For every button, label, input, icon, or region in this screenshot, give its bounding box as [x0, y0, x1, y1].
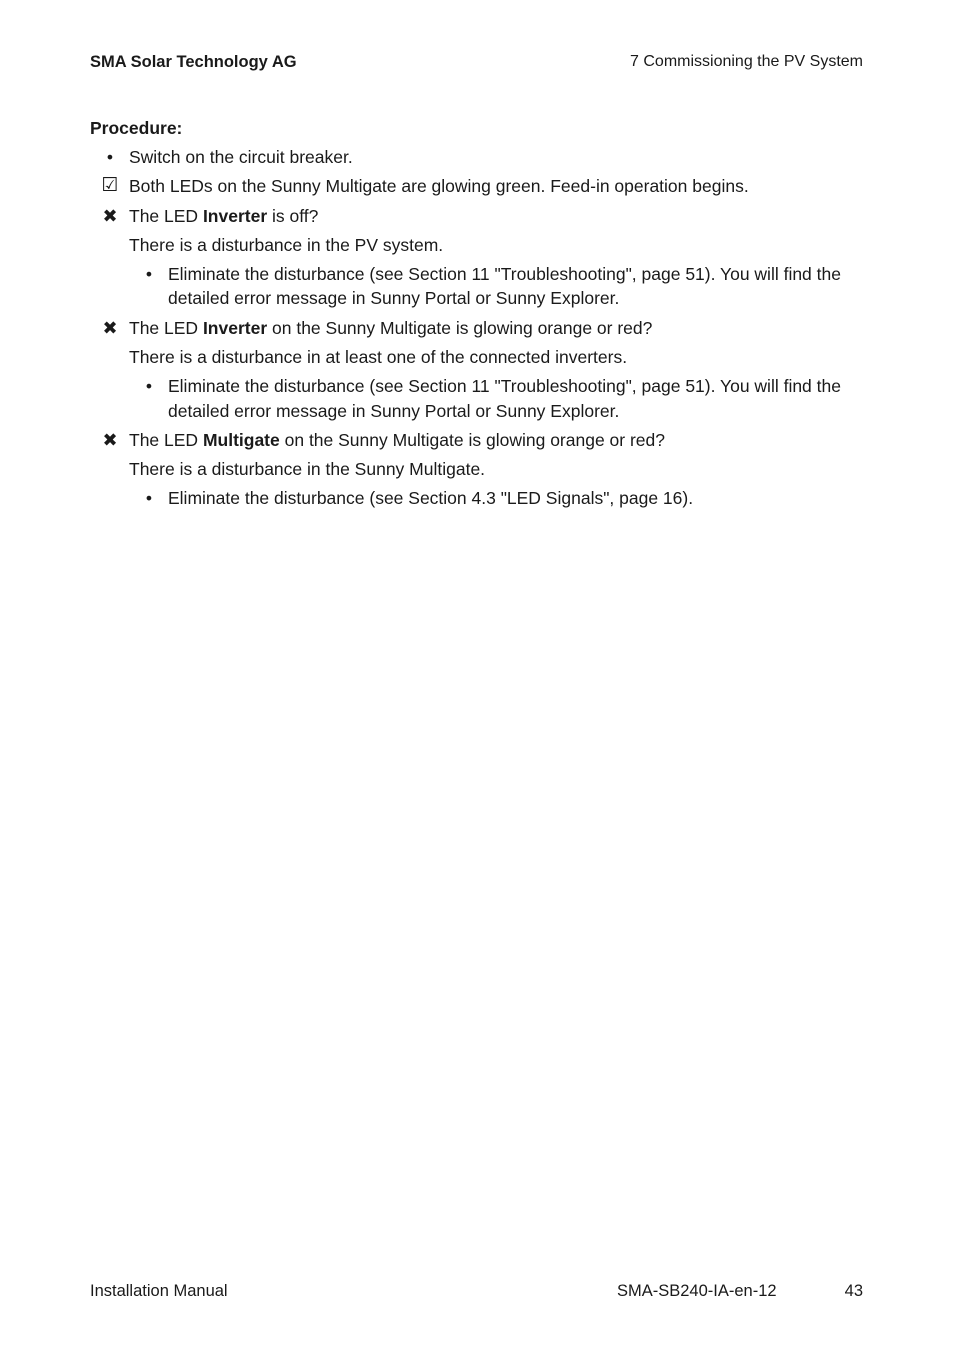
bullet-icon: • [145, 264, 153, 284]
footer-manual: Installation Manual [90, 1282, 228, 1300]
header-company: SMA Solar Technology AG [90, 53, 297, 71]
bullet-icon: • [145, 376, 153, 396]
fault-action-line: Eliminate the disturbance (see Section 11 "Troubleshooting", page 51). You will find the [168, 376, 841, 396]
procedure-result: Both LEDs on the Sunny Multigate are glowing green. Feed-in operation begins. [129, 176, 749, 196]
bullet-icon: • [106, 147, 114, 167]
fault-action-line: Eliminate the disturbance (see Section 11 "Troubleshooting", page 51). You will find the [168, 264, 841, 284]
checkbox-checked-icon: ☑ [101, 175, 119, 196]
fault-condition: The LED Multigate on the Sunny Multigate is glowing orange or red? [129, 430, 665, 450]
procedure-step: Switch on the circuit breaker. [129, 147, 353, 167]
footer-doc-code: SMA-SB240-IA-en-12 [617, 1282, 777, 1300]
fault-action-line: Eliminate the disturbance (see Section 4.3 "LED Signals", page 16). [168, 488, 694, 508]
fault-action-line: detailed error message in Sunny Portal or Sunny Explorer. [168, 288, 620, 308]
fault-action-line: detailed error message in Sunny Portal or Sunny Explorer. [168, 401, 620, 421]
cross-icon: ✖ [102, 206, 118, 226]
fault-condition: The LED Inverter on the Sunny Multigate is glowing orange or red? [129, 318, 653, 338]
fault-cause: There is a disturbance in at least one of the connected inverters. [129, 347, 628, 367]
fault-cause: There is a disturbance in the PV system. [129, 235, 444, 255]
page-number: 43 [844, 1282, 863, 1300]
header-chapter: 7 Commissioning the PV System [630, 53, 863, 70]
bullet-icon: • [145, 488, 153, 508]
fault-cause: There is a disturbance in the Sunny Multigate. [129, 459, 486, 479]
cross-icon: ✖ [102, 318, 118, 338]
fault-condition: The LED Inverter is off? [129, 206, 319, 226]
cross-icon: ✖ [102, 430, 118, 450]
procedure-heading: Procedure: [90, 118, 183, 138]
